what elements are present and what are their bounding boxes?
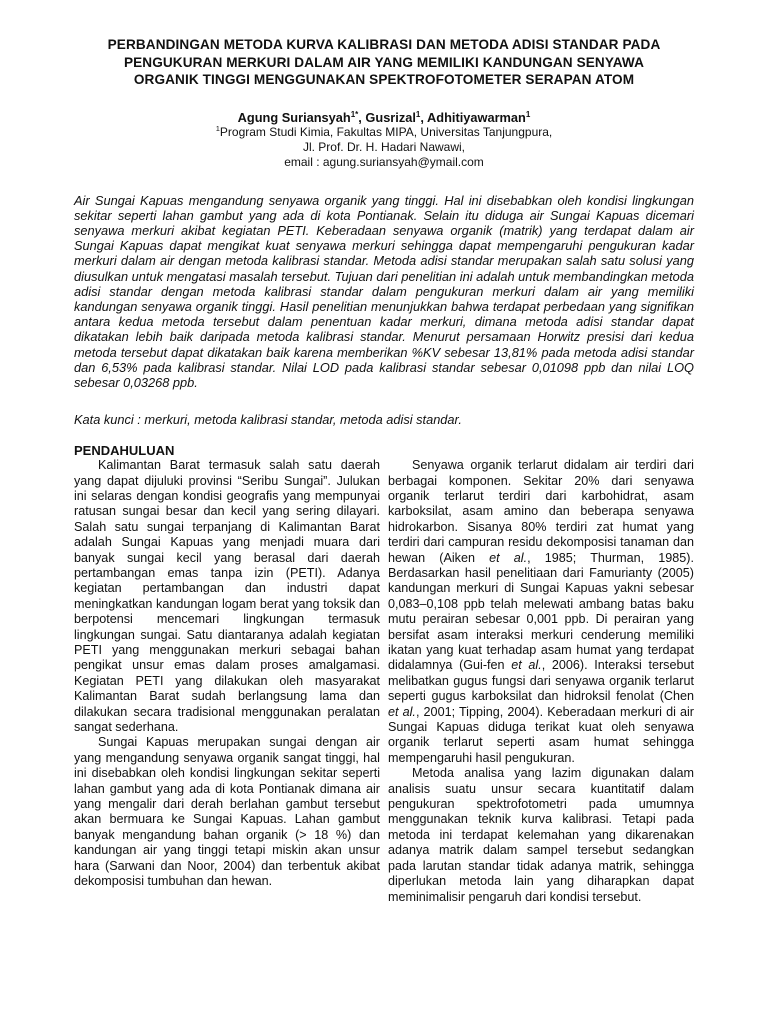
author-mark: 1: [415, 109, 421, 119]
intro-paragraph-3: [388, 458, 694, 766]
author-list: [74, 110, 694, 125]
author-separator: ,: [420, 109, 428, 125]
title-line-1: PERBANDINGAN METODA KURVA KALIBRASI DAN METODA ADISI STANDAR PADA: [107, 37, 661, 52]
affiliation: [74, 125, 694, 170]
paragraph-text: , 1985; Thurman, 1985). Berdasarkan hasil penelitiaan dari Famurianty (2005) kandungan merkuri di Sungai Kapuas yakni sebesar 0,083–0,108 ppb telah melewati ambang batas baku mutu perairan sebesar 0,001 ppb. Di perairan yang bersifat asam interaksi merkuri cenderung memiliki ikatan yang kuat terhadap asam humat yang terdapat didalamnya (Gui-fen: [388, 550, 694, 673]
right-column: [388, 443, 694, 905]
abstract: Air Sungai Kapuas mengandung senyawa organik yang tinggi. Hal ini disebabkan oleh kondisi lingkungan sekitar seperti lahan gambut yang ada di kota Pontianak. Selain itu diduga air Sungai Kapuas dicemari senyawa merkuri akibat kegiatan PETI. Keberadaan senyawa organik (matrik) yang terdapat dalam air Sungai Kapuas dapat mengikat kuat senyawa merkuri sehingga dapat mempengaruhi pengukuran kadar merkuri dalam air dengan metoda kalibrasi standar. Metoda adisi standar merupakan salah satu solusi yang diusulkan untuk mengatasi masalah tersebut. Tujuan dari penelitian ini adalah untuk membandingkan metoda adisi standar dengan metoda kalibrasi standar dalam pengukuran merkuri dalam air yang memiliki kandungan senyawa organik tinggi. Hasil penelitian menunjukkan bahwa terdapat perbedaan yang signifikan antara kedua metoda tersebut dalam penentuan kadar merkuri, dimana metoda adisi standar dapat dikatakan lebih baik daripada metoda kalibrasi standar. Menurut persamaan Horwitz presisi dari kedua metoda tersebut dapat dikatakan baik karena memberikan %KV sebesar 13,81% pada metoda adisi standar dan 6,53% pada kalibrasi standar. Nilai LOD pada kalibrasi standar sebesar 0,01098 ppb dan nilai LOQ sebesar 0,03268 ppb.: [74, 192, 694, 390]
affiliation-address: Jl. Prof. Dr. H. Hadari Nawawi,: [302, 139, 466, 154]
paragraph-text: , 2006). Interaksi tersebut melibatkan gugus fungsi dari senyawa organik terlarut seperti gugus karboksilat dan hidroksil fenolat (Chen: [388, 658, 694, 704]
citation-et-al: et al.: [388, 704, 416, 719]
author-mark: 1: [525, 109, 531, 119]
author-name: Adhitiyawarman: [427, 109, 526, 125]
section-heading: PENDAHULUAN: [74, 443, 175, 459]
title-line-3: ORGANIK TINGGI MENGGUNAKAN SPEKTROFOTOMETER SERAPAN ATOM: [133, 72, 635, 87]
affiliation-institution: Program Studi Kimia, Fakultas MIPA, Universitas Tanjungpura,: [219, 124, 553, 139]
author-name: Agung Suriansyah: [237, 109, 351, 125]
author-name: Gusrizal: [365, 109, 416, 125]
affiliation-mark: 1: [215, 123, 220, 133]
title-line-2: PENGUKURAN MERKURI DALAM AIR YANG MEMILIKI KANDUNGAN SENYAWA: [123, 54, 645, 70]
intro-paragraph-1: Kalimantan Barat termasuk salah satu daerah yang dapat dijuluki provinsi “Seribu Sungai”. Julukan ini selaras dengan kondisi geografis yang mempunyai ratusan sungai besar dan kecil yang sering dilayari. Salah satu sungai terpanjang di Kalimantan Barat adalah Sungai Kapuas yang menjadi muara dari banyak sungai kecil yang berasal dari daerah pertambangan emas tanpa izin (PETI). Adanya kegiatan pertambangan dan industri dapat meningkatkan kandungan logam berat yang toksik dan berpotensi mencemari lingkungan termasuk lingkungan sungai. Satu diantaranya adalah kegiatan PETI yang menggunakan merkuri sebagai bahan pengikat unsur emas dalam proses amalgamasi. Kegiatan PETI yang dilakukan oleh masyarakat Kalimantan Barat sudah berlangsung lama dan dilakukan secara tradisional menggunakan peralatan sangat sederhana.: [74, 458, 380, 735]
citation-et-al: et al.: [511, 658, 542, 673]
body-columns: [74, 443, 694, 905]
paragraph-text: , 2001; Tipping, 2004). Keberadaan merkuri di air Sungai Kapuas diduga terikat kuat oleh senyawa organik terlarut seperti asam humat sehingga mempengaruhi hasil pengukuran.: [388, 704, 695, 765]
intro-paragraph-2: Sungai Kapuas merupakan sungai dengan air yang mengandung senyawa organik sangat tinggi, hal ini disebabkan oleh kondisi lingkungan sekitar seperti lahan gambut yang ada di kota Pontianak dimana air yang mengalir dari derah berlahan gambut tersebut akan bermuara ke Sungai Kapuas. Lahan gambut banyak mengandung bahan organik (> 18 %) dan kandungan air yang tinggi tetapi miskin akan unsur hara (Sarwani dan Noor, 2004) dan terbentuk akibat dekomposisi tumbuhan dan hewan.: [74, 735, 380, 889]
author-separator: ,: [358, 109, 366, 125]
affiliation-line-1: [74, 125, 694, 140]
citation-et-al: et al.: [489, 550, 528, 565]
paragraph-text: Senyawa organik terlarut didalam air terdiri dari berbagai komponen. Sekitar 20% dari senyawa organik terlarut terdiri dari karbohidrat, asam karboksilat, asam amino dan beberapa senyawa hidrokarbon. Sisanya 80% terdiri zat humat yang terdiri dari campuran residu dekomposisi tanaman dan hewan (Aiken: [388, 458, 694, 565]
author-mark: 1*: [350, 109, 359, 119]
left-column: [74, 443, 380, 905]
intro-paragraph-4: Metoda analisa yang lazim digunakan dalam analisis suatu unsur secara kuantitatif dalam pengukuran spektrofotometri pada umumnya menggunakan teknik kurva kalibrasi. Tetapi pada metoda ini terdapat kelemahan yang dikarenakan adanya matrik dalam sampel tersebut sedangkan pada larutan standar tidak adanya matrik, sehingga diperlukan metoda lain yang diharapkan dapat meminimalisir pengaruh dari kondisi tersebut.: [388, 766, 694, 904]
paper-title: [74, 36, 694, 89]
affiliation-email: email : agung.suriansyah@ymail.com: [284, 154, 484, 169]
keywords: Kata kunci : merkuri, metoda kalibrasi standar, metoda adisi standar.: [74, 412, 462, 428]
